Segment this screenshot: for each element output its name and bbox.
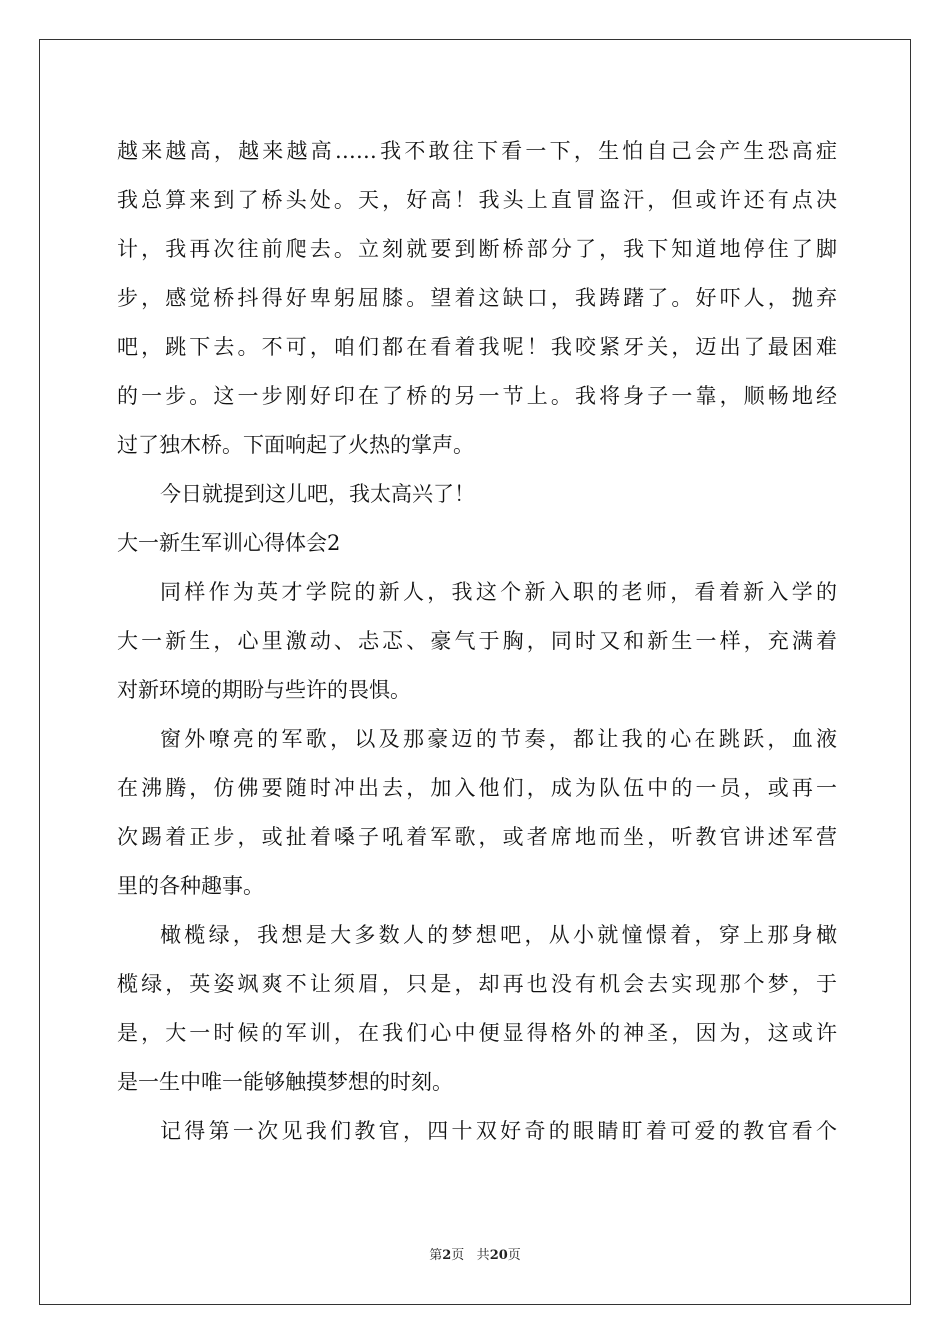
page-prefix: 第: [429, 1248, 443, 1263]
page-footer: [0, 1244, 950, 1263]
text-line: 今日就提到这儿吧，我太高兴了！: [160, 482, 475, 506]
text-line: 是，大一时候的军训，在我们心中便显得格外的神圣，因为，这或许: [117, 1021, 837, 1045]
text-line: 是一生中唯一能够触摸梦想的时刻。: [117, 1070, 453, 1094]
text-line: 过了独木桥。下面响起了火热的掌声。: [117, 433, 474, 457]
text-line: 记得第一次见我们教官，四十双好奇的眼睛盯着可爱的教官看个: [160, 1119, 837, 1143]
page-unit: 页: [451, 1248, 465, 1263]
text-line: 在沸腾，仿佛要随时冲出去，加入他们，成为队伍中的一员，或再一: [117, 776, 837, 800]
section-heading: 大一新生军训心得体会2: [117, 531, 341, 555]
text-line: 对新环境的期盼与些许的畏惧。: [117, 678, 411, 702]
text-line: 我总算来到了桥头处。天，好高！我头上直冒盗汗，但或许还有点决: [117, 188, 837, 212]
text-line: 的一步。这一步刚好印在了桥的另一节上。我将身子一靠，顺畅地经: [117, 384, 837, 408]
page-number: 2: [442, 1248, 452, 1263]
text-line: 越来越高，越来越高……我不敢往下看一下，生怕自己会产生恐高症: [117, 139, 837, 163]
text-line: 窗外嘹亮的军歌，以及那豪迈的节奏，都让我的心在跳跃，血液: [160, 727, 837, 751]
text-line: 同样作为英才学院的新人，我这个新入职的老师，看着新入学的: [160, 580, 837, 604]
text-line: 里的各种趣事。: [117, 874, 264, 898]
text-line: 大一新生，心里激动、忐忑、豪气于胸，同时又和新生一样，充满着: [117, 629, 837, 653]
text-line: 步，感觉桥抖得好卑躬屈膝。望着这缺口，我踌躇了。好吓人，抛弃: [117, 286, 837, 310]
total-pages: 20: [489, 1248, 508, 1263]
text-line: 吧，跳下去。不可，咱们都在看着我呢！我咬紧牙关，迈出了最困难: [117, 335, 837, 359]
text-line: 榄绿，英姿飒爽不让须眉，只是，却再也没有机会去实现那个梦，于: [117, 972, 837, 996]
text-line: 次踢着正步，或扯着嗓子吼着军歌，或者席地而坐，听教官讲述军营: [117, 825, 837, 849]
document-body: [117, 127, 837, 1156]
text-line: 橄榄绿，我想是大多数人的梦想吧，从小就憧憬着，穿上那身橄: [160, 923, 837, 947]
total-unit: 页: [507, 1248, 521, 1263]
text-line: 计，我再次往前爬去。立刻就要到断桥部分了，我下知道地停住了脚: [117, 237, 837, 261]
total-prefix: 共: [476, 1248, 490, 1263]
